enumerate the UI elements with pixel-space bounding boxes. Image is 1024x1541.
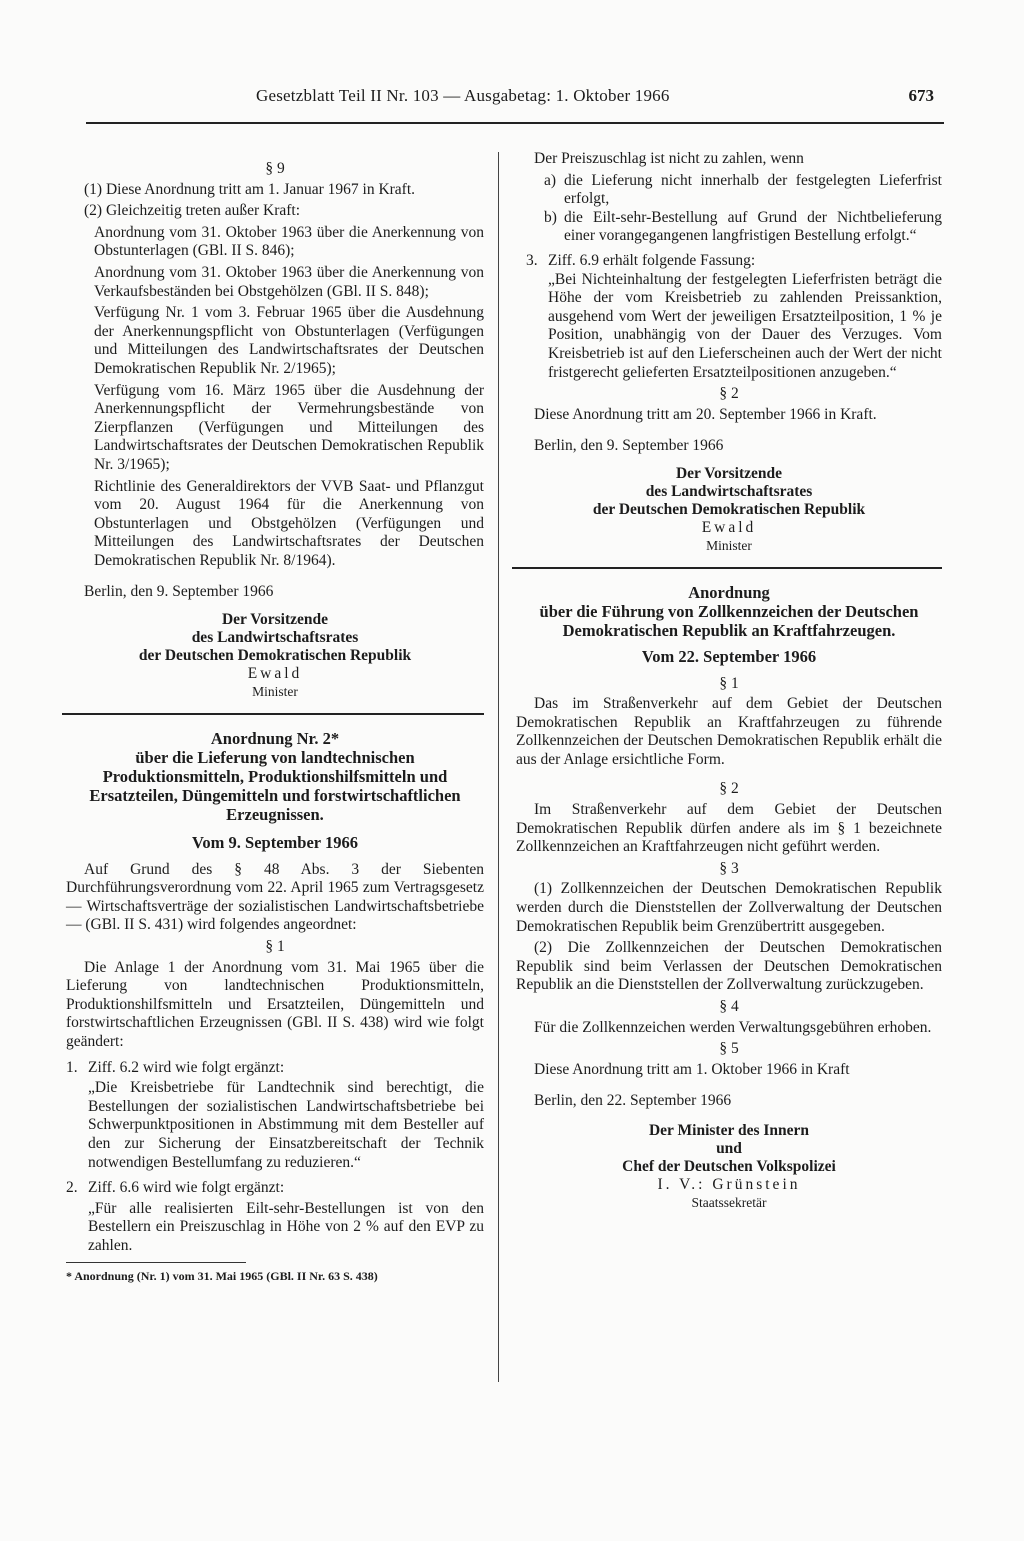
signatory-role: Minister <box>252 684 298 700</box>
signature-line: der Deutschen Demokratischen Republik <box>138 647 412 665</box>
section-heading: § 1 <box>265 938 285 956</box>
list-item-text: die Lieferung nicht innerhalb der festgelegten Lieferfrist erfolgt, <box>564 171 942 208</box>
section-heading: § 2 <box>719 780 739 798</box>
signature-line: Der Vorsitzende <box>221 611 329 629</box>
section-rule <box>512 567 942 569</box>
footnote-rule <box>66 1262 246 1263</box>
list-number: 2. <box>66 1179 78 1197</box>
repealed-item: Anordnung vom 31. Oktober 1963 über die Anerkennung von Verkaufsbeständen bei Obstgehölzen (GBl. II S. 848); <box>94 263 484 300</box>
signatory-role: Minister <box>706 537 752 553</box>
list-item <box>522 172 942 209</box>
page-number: 673 <box>908 86 934 105</box>
section-rule <box>62 713 484 715</box>
paragraph: Diese Anordnung tritt am 20. September 1966 in Kraft. <box>534 405 877 423</box>
ordinance-title-subject: über die Lieferung von landtechnischen Produktionsmitteln, Produktionshilfsmitteln und Ersatzteilen, Düngemitteln und forstwirtschaftlichen Erzeugnissen. <box>89 748 461 825</box>
repealed-item: Anordnung vom 31. Oktober 1963 über die Anerkennung von Obstunterlagen (GBl. II S. 846); <box>94 223 484 260</box>
place-date: Berlin, den 9. September 1966 <box>84 583 274 601</box>
list-item <box>522 209 942 246</box>
paragraph: (1) Diese Anordnung tritt am 1. Januar 1967 in Kraft. <box>84 180 416 198</box>
list-number: 1. <box>66 1058 78 1076</box>
ordinance-title-line: Anordnung <box>688 582 770 602</box>
repealed-item: Richtlinie des Generaldirektors der VVB Saat- und Pflanzgut vom 20. August 1964 für die Anerkennung von Obstunterlagen und Obstgehölzen (Verfügungen und Mitteilungen des Landwirtschaftsrates der Deutschen Demokratischen Republik Nr. 8/1964). <box>94 477 484 569</box>
signature-line: Chef der Deutschen Volkspolizei <box>622 1157 836 1175</box>
list-item-text: „Bei Nichteinhaltung der festgelegten Lieferfristen beträgt die Höhe der vom Kreisbetrieb zu zahlenden Preissanktion, ausgehend vom Wert der jeweiligen Ersatzteilposition, 1 % je Position, unabhängig von der Dauer des Verzuges. Vom Kreisbetrieb ist auf den Lieferscheinen auch der Wert der nicht fristgerecht gelieferten Ersatzteilpositionen anzugeben.“ <box>548 270 942 381</box>
section-heading: § 4 <box>719 998 739 1015</box>
list-letter: a) <box>544 171 557 189</box>
paragraph: (1) Zollkennzeichen der Deutschen Demokratischen Republik werden durch die Dienststellen der Zollverwaltung der Deutschen Demokratischen Republik beim Grenzübertritt ausgegeben. <box>516 880 942 935</box>
section-heading: § 2 <box>719 385 739 403</box>
list-item <box>66 1059 484 1173</box>
signature-line: des Landwirtschaftsrates <box>191 629 359 647</box>
footnote: * Anordnung (Nr. 1) vom 31. Mai 1965 (GBl. II Nr. 63 S. 438) <box>66 1268 378 1283</box>
header-rule <box>86 122 944 124</box>
section-heading: § 1 <box>719 674 739 692</box>
signatory-name: I. V.: Grünstein <box>657 1175 801 1193</box>
ordinance-date: Vom 22. September 1966 <box>641 646 817 666</box>
list-item-text: „Die Kreisbetriebe für Landtechnik sind berechtigt, die Bestellungen der sozialistischen Landwirtschaftsbetriebe bei Schwerpunktpositionen in Abstimmung mit dem Besteller auf den zur Sicherung der Einsatzbereitschaft der Technik notwendigen Bestellumfang zu reduzieren.“ <box>88 1079 484 1171</box>
ordinance-title <box>516 583 942 640</box>
header-title: Gesetzblatt Teil II Nr. 103 — Ausgabetag: 1. Oktober 1966 <box>256 86 670 105</box>
signature-line: des Landwirtschaftsrates <box>645 482 813 500</box>
repealed-item: Verfügung vom 16. März 1965 über die Ausdehnung der Anerkennungspflicht der Vermehrungsbestände von Zierpflanzen (Verfügungen und Mitteilungen des Landwirtschaftsrates der Deutschen Demokratischen Republik Nr. 3/1965); <box>94 381 484 473</box>
paragraph: (2) Die Zollkennzeichen der Deutschen Demokratischen Republik sind beim Verlassen der Deutschen Demokratischen Republik an die Dienststellen der Zollverwaltung zurückzugeben. <box>516 939 942 994</box>
ordinance-title <box>66 729 484 824</box>
page-header <box>86 86 946 114</box>
place-date: Berlin, den 9. September 1966 <box>534 437 724 455</box>
section-heading: § 9 <box>265 160 285 177</box>
ordinance-date: Vom 9. September 1966 <box>192 833 358 853</box>
signatory-name: Ewald <box>701 518 757 536</box>
left-column <box>66 158 484 1285</box>
signatory-role: Staatssekretär <box>691 1194 767 1210</box>
place-date: Berlin, den 22. September 1966 <box>534 1092 732 1110</box>
list-letter: b) <box>544 208 557 226</box>
signature-line: Der Vorsitzende <box>675 464 783 482</box>
signature-block <box>66 611 484 701</box>
ordinance-title-line: Anordnung Nr. 2* <box>210 729 340 749</box>
paragraph: Auf Grund des § 48 Abs. 3 der Siebenten Durchführungsverordnung vom 22. April 1965 zum Vertragsgesetz — Wirtschaftsverträge der sozialistischen Landwirtschaftsbetriebe — (GBl. II S. 431) wird folgendes angeordnet: <box>66 860 484 934</box>
paragraph: (2) Gleichzeitig treten außer Kraft: <box>84 202 301 220</box>
paragraph: Für die Zollkennzeichen werden Verwaltungsgebühren erhoben. <box>534 1018 932 1036</box>
column-divider <box>498 152 499 1382</box>
ordinance-title-subject: über die Führung von Zollkennzeichen der Deutschen Demokratischen Republik an Kraftfahrzeugen. <box>539 601 919 640</box>
signature-block <box>516 465 942 555</box>
signature-line: Der Minister des Innern <box>648 1121 810 1139</box>
list-item-head: Ziff. 6.6 wird wie folgt ergänzt: <box>88 1179 285 1197</box>
repealed-item: Verfügung Nr. 1 vom 3. Februar 1965 über die Ausdehnung der Anerkennungspflicht von Obstunterlagen (Verfügungen und Mitteilungen des Landwirtschaftsrates der Deutschen Demokratischen Republik Nr. 2/1965); <box>94 304 484 377</box>
signatory-name: Ewald <box>247 665 303 683</box>
list-item-text: „Für alle realisierten Eilt-sehr-Bestellungen ist von den Bestellern ein Preiszuschlag in Höhe von 2 % auf den EVP zu zahlen. <box>88 1199 484 1254</box>
list-item-text: die Eilt-sehr-Bestellung auf Grund der Nichtbelieferung einer vorangegangenen langfristigen Bestellung erfolgt.“ <box>564 208 942 245</box>
paragraph: Im Straßenverkehr auf dem Gebiet der Deutschen Demokratischen Republik dürfen andere als im § 1 bezeichnete Zollkennzeichen an Kraftfahrzeugen nicht geführt werden. <box>516 801 942 856</box>
signature-block <box>516 1122 942 1212</box>
list-number: 3. <box>526 251 538 269</box>
list-item <box>516 252 942 382</box>
signature-line: und <box>716 1139 742 1157</box>
list-item-head: Ziff. 6.9 erhält folgende Fassung: <box>548 251 756 269</box>
signature-line: der Deutschen Demokratischen Republik <box>592 500 866 518</box>
paragraph: Diese Anordnung tritt am 1. Oktober 1966 in Kraft <box>534 1060 850 1078</box>
paragraph: Die Anlage 1 der Anordnung vom 31. Mai 1965 über die Lieferung von landtechnischen Produktionsmitteln, Produktionshilfsmitteln und Ersatzteilen, Düngemitteln und forstwirtschaftlichen Erzeugnissen (GBl. II S. 438) wird wie folgt geändert: <box>66 958 484 1050</box>
right-column <box>516 150 942 1212</box>
list-item-head: Ziff. 6.2 wird wie folgt ergänzt: <box>88 1058 285 1076</box>
list-item <box>66 1179 484 1255</box>
paragraph: Der Preiszuschlag ist nicht zu zahlen, wenn <box>534 150 804 167</box>
paragraph: Das im Straßenverkehr auf dem Gebiet der Deutschen Demokratischen Republik an Kraftfahrzeugen zu führende Zollkennzeichen der Deutschen Demokratischen Republik erhält die aus der Anlage ersichtliche Form. <box>516 695 942 768</box>
section-heading: § 5 <box>719 1040 739 1058</box>
section-heading: § 3 <box>719 859 739 877</box>
